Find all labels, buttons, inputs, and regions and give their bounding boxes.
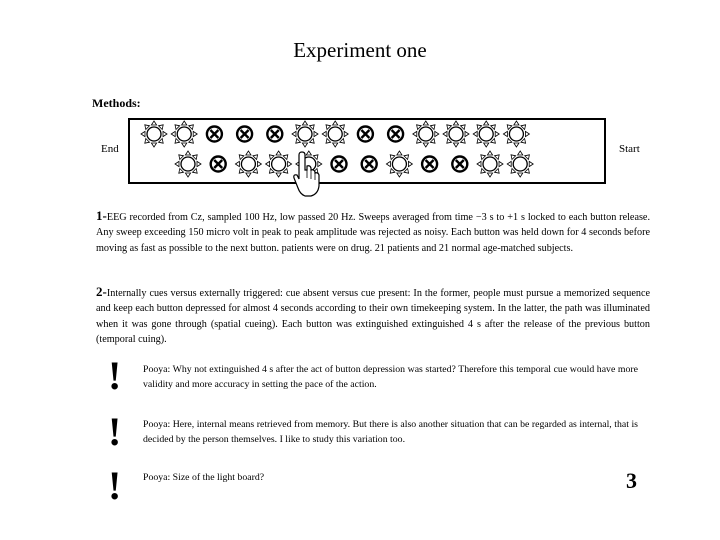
exclamation-icon: ! [108,463,122,508]
unlit-button-icon [332,157,347,172]
paragraph-text: Internally cues versus externally triggered: cue absent versus cue present: In the former, people must pursue a memorized sequence and keep each button depressed for almost 4 seconds according to their own timekeeping system. In the latter, the path was illuminated when it was gone through (spatial cueing). Each button was extinguished extinguished 4 s after the release of the previous button (temporal cuing). [96,288,650,345]
unlit-button-icon [422,157,437,172]
unlit-button-icon [237,127,252,142]
paragraph-number: 1- [96,208,107,223]
lit-button-icon [175,151,201,177]
lit-button-icon [477,151,503,177]
unlit-button-icon [211,157,226,172]
lit-button-icon [386,151,412,177]
lit-button-icon [473,121,499,147]
unlit-button-icon [207,127,222,142]
lit-button-icon [292,121,318,147]
methods-heading: Methods: [92,96,141,110]
lit-button-icon [235,151,261,177]
page-title: Experiment one [293,38,427,62]
lit-button-icon [266,151,292,177]
unlit-button-icon [358,127,373,142]
unlit-button-icon [362,157,377,172]
lit-button-icon [507,151,533,177]
lit-button-icon [171,121,197,147]
exclamation-icon: ! [108,353,122,398]
note-1: Pooya: Why not extinguished 4 s after the act of button depression was started? Therefore this temporal cue would have more validity and more accuracy in setting the pace of the action. [143,364,638,390]
lit-button-icon [503,121,529,147]
exclamation-icon: ! [108,409,122,454]
start-label: Start [619,143,640,155]
end-label: End [101,143,119,155]
page-number: 3 [626,468,637,493]
light-board-buttons [128,118,606,198]
unlit-button-icon [267,127,282,142]
lit-button-icon [141,121,167,147]
methods-paragraph-2 [96,284,650,347]
note-3: Pooya: Size of the light board? [143,472,265,483]
unlit-button-icon [452,157,467,172]
lit-button-icon [443,121,469,147]
paragraph-number: 2- [96,284,107,299]
paragraph-text: EEG recorded from Cz, sampled 100 Hz, low passed 20 Hz. Sweeps averaged from time −3 s to +1 s locked to each button release. Any sweep exceeding 150 micro volt in peak to peak amplitude was rejected as noisy. Each button was held down for 4 seconds before moving as fast as possible to the next button. patients were on drug. 21 patients and 21 normal age-matched subjects. [96,212,650,254]
lit-button-icon [413,121,439,147]
methods-paragraph-1 [96,208,650,256]
unlit-button-icon [388,127,403,142]
note-2: Pooya: Here, internal means retrieved from memory. But there is also another situation that can be regarded as internal, that is decided by the person themselves. I like to study this variation too. [143,419,638,445]
lit-button-icon [322,121,348,147]
